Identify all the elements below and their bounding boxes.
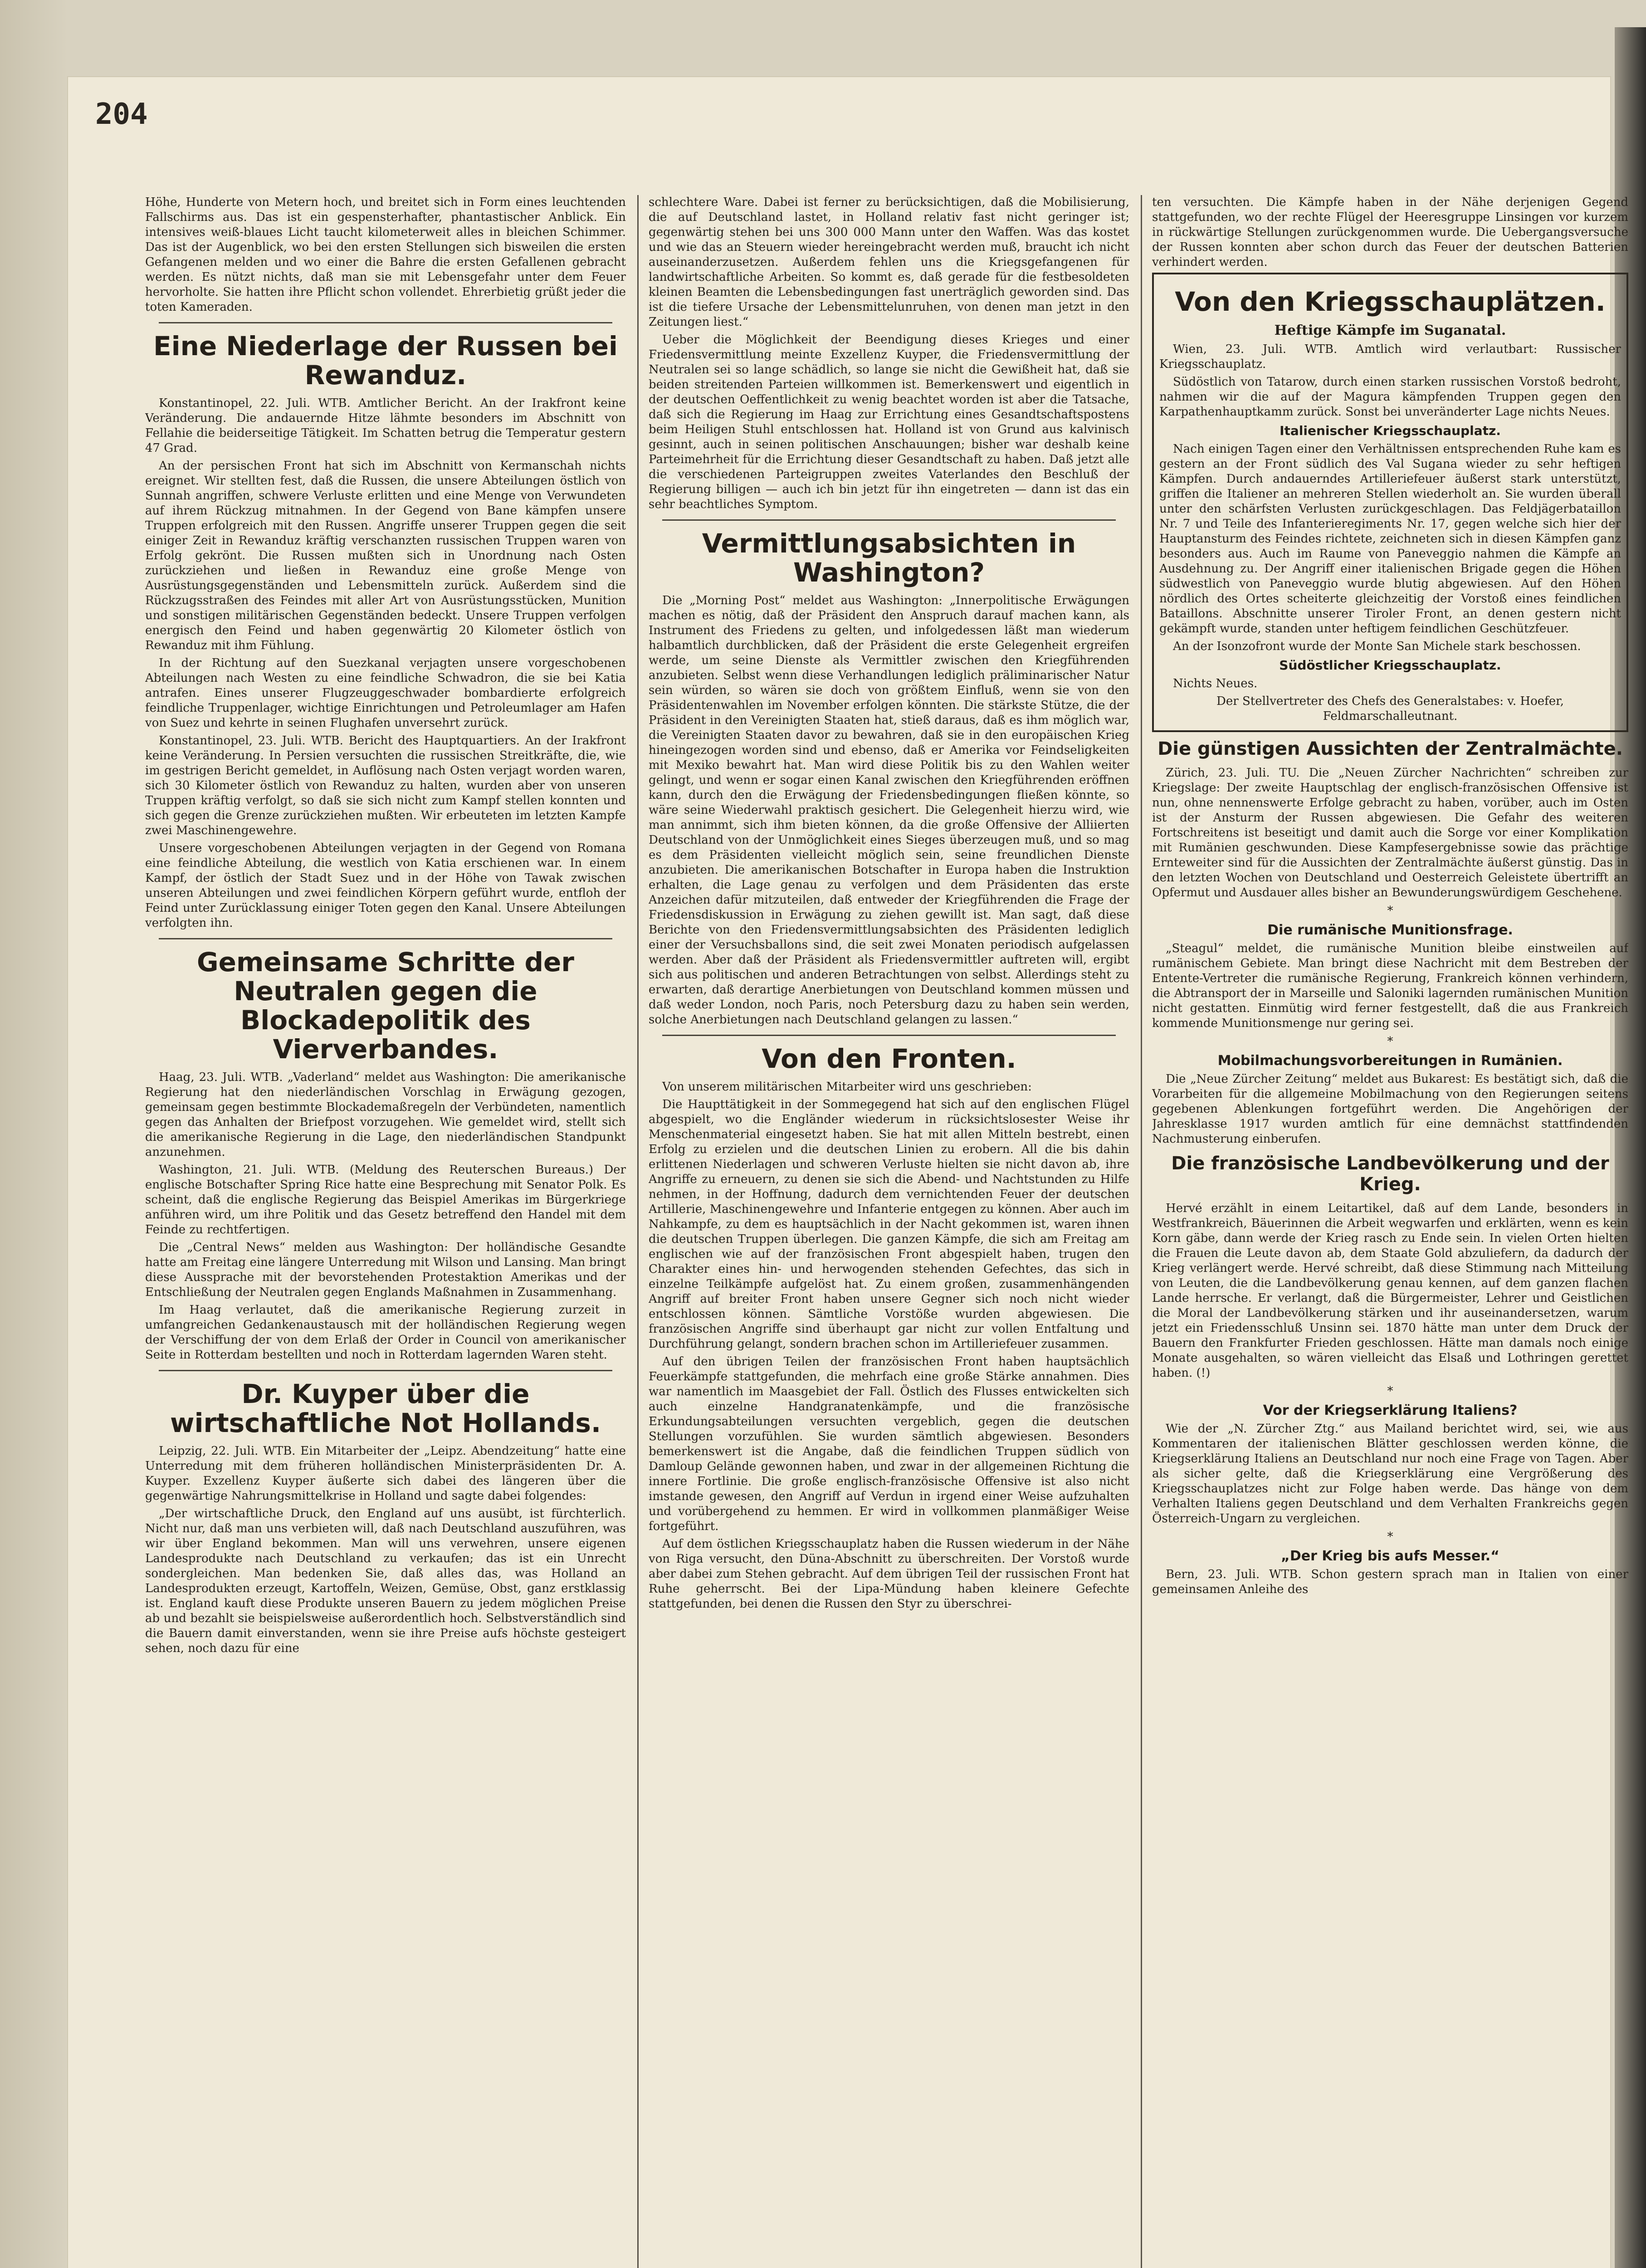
star-separator: * <box>1387 1384 1393 1398</box>
report-title: Von den Kriegsschauplätzen. <box>1175 286 1606 317</box>
report-paragraph: Nach einigen Tagen einer den Verhältnissen entsprechenden Ruhe kam es gestern an der Front südlich des Val Sugana wieder zu sehr heftigen Kämpfen. Durch andauerndes Artilleriefeuer äußerst stark unterstützt, griffen die Italiener an mehreren Stellen wiederholt an. Sie wurden überall unter den schärfsten Verlusten zurückgeschlagen. Das Feldjägerbataillon Nr. 7 und Teile des Infanterieregiments Nr. 17, gegen welche sich hier der Hauptansturm des Feindes richtete, zeichneten sich in diesen Kämpfen ganz besonders aus. Auch im Raume von Paneveggio nahmen die Kämpfe an Ausdehnung zu. Der Angriff einer italienischen Brigade gegen die Höhen südwestlich von Paneveggio wurde blutig abgewiesen. Auf den Höhen nördlich des Ortes scheiterte gleichzeitig der Vorstoß eines feindlichen Bataillons. Abschnitte unserer Tiroler Front, an denen gestern nicht gekämpft wurde, standen unter heftigem feindlichen Geschützfeuer. <box>1159 442 1621 635</box>
article-paragraph: Unsere vorgeschobenen Abteilungen verjagten in der Gegend von Romana eine feindliche Abteilung, die westlich von Katia erschienen war. In einem Kampf, der östlich der Stadt Suez und in der Höhe von Tawak zwischen unseren Abteilungen und zwei feindlichen Körpern geführt wurde, entfloh der Feind unter Zurücklassung einiger Toten gegen den Kanal. Unsere Abteilungen verfolgten ihn. <box>145 841 626 930</box>
article-paragraph: Bern, 23. Juli. WTB. Schon gestern sprach man in Italien von einer gemeinsamen Anleihe des <box>1152 1568 1628 1596</box>
article-paragraph: Im Haag verlautet, daß die amerikanische Regierung zurzeit in umfangreichen Gedankenaustausch mit der holländischen Regierung wegen der Verschiffung der von dem Erlaß der Order in Council von amerikanischer Seite in Rotterdam bestellten und noch in Rotterdam lagernden Waren steht. <box>145 1303 626 1362</box>
article-paragraph: Leipzig, 22. Juli. WTB. Ein Mitarbeiter der „Leipz. Abendzeitung“ hatte eine Unterredung mit dem früheren holländischen Ministerpräsidenten Dr. A. Kuyper. Exzellenz Kuyper äußerte sich dabei des längeren über die gegenwärtige Nahrungsmittelkrise in Holland und sagte dabei folgendes: <box>145 1444 626 1503</box>
star-separator: * <box>1387 904 1393 918</box>
report-signature: Der Stellvertreter des Chefs des Generalstabes: v. Hoefer, Feldmarschalleutnant. <box>1216 694 1564 723</box>
article-title: Die rumänische Munitionsfrage. <box>1267 922 1513 938</box>
article-paragraph: Von unserem militärischen Mitarbeiter wird uns geschrieben: <box>662 1080 1032 1094</box>
article-title: Gemeinsame Schritte der Neutralen gegen die Blockadepolitik des Vierverbandes. <box>197 947 574 1065</box>
article-paragraph: An der persischen Front hat sich im Abschnitt von Kermanschah nichts ereignet. Wir stellten fest, daß die Russen, die unsere Abteilungen östlich von Sunnah angriffen, schwere Verluste erlitten und eine Menge von Verwundeten auf ihrem Rückzug mitnahmen. In der Gegend von Bane kämpfen unsere Truppen erfolgreich mit den Russen. Angriffe unserer Truppen gegen die seit einiger Zeit in Rewanduz kräftig verschanzten russischen Truppen waren von Erfolg gekrönt. Die Russen mußten sich in Unordnung nach Osten zurückziehen und ließen in Rewanduz eine große Menge von Ausrüstungsgegenständen und Lebensmitteln zurück. Außerdem sind die Rückzugsstraßen des Feindes mit aller Art von Ausrüstungsstücken, Munition und sonstigen militärischen Gegenständen bedeckt. Unsere Truppen verfolgen energisch den Feind und haben gegenwärtig 20 Kilometer östlich von Rewanduz mit ihm Fühlung. <box>145 459 626 652</box>
article-title: Vermittlungsabsichten in Washington? <box>702 528 1076 588</box>
article-title: „Der Krieg bis aufs Messer.“ <box>1281 1548 1499 1564</box>
report-paragraph: An der Isonzofront wurde der Monte San Michele stark beschossen. <box>1173 640 1581 653</box>
continued-text: ten versuchten. Die Kämpfe haben in der Nähe derjenigen Gegend stattgefunden, wo der rechte Flügel der Heeresgruppe Linsingen vor kurzem in rückwärtige Stellungen zurückgenommen wurde. Die Uebergangsversuche der Russen konnten aber schon durch das Feuer der deutschen Batterien verhindert werden. <box>1152 196 1628 269</box>
continued-text: Höhe, Hunderte von Metern hoch, und breitet sich in Form eines leuchtenden Fallschirms aus. Das ist ein gespensterhafter, phantastischer Anblick. Ein intensives weiß-blaues Licht taucht kilometerweit alles in bleichen Schimmer. Das ist der Augenblick, wo bei den ersten Stellungen sich bisweilen die ersten Gefangenen melden und wo einer die Bahre die ersten Gefallenen gebracht werden. Es nützt nichts, daß man sie mit Lebensgefahr unter dem Feuer hervorholte. Sie hatten ihre Pflicht schon vollendet. Ehrerbietig grüßt jeder die toten Kameraden. <box>145 196 626 314</box>
article-paragraph: Auf den übrigen Teilen der französischen Front haben hauptsächlich Feuerkämpfe stattgefunden, die mehrfach eine große Stärke annahmen. Dies war namentlich im Maasgebiet der Fall. Östlich des Flusses entwickelten sich auch einzelne Handgranatenkämpfe, und die französische Erkundungsabteilungen versuchten vergeblich, gegen die deutschen Stellungen vorzufühlen. Sie wurden sämtlich abgewiesen. Besonders bemerkenswert ist die Angabe, daß die feindlichen Truppen südlich von Damloup Gelände gewonnen haben, und zwar in der allgemeinen Richtung die innere Fortlinie. Die große englisch-französische Offensive ist also nicht imstande gewesen, den Angriff auf Verdun in irgend einer Weise aufzuhalten und vorübergehend zu hemmen. Er wird in vollkommen planmäßiger Weise fortgeführt. <box>649 1355 1129 1533</box>
article-paragraph: „Der wirtschaftliche Druck, den England auf uns ausübt, ist fürchterlich. Nicht nur, daß man uns verbieten will, daß nach Deutschland auszuführen, was wir über England bekommen. Man will uns verwehren, unsere eigenen Landesprodukte nach Deutschland zu verkaufen; das ist ein Unrecht sondergleichen. Man bedenken Sie, daß alles das, was Holland an Landesprodukten erzeugt, Kartoffeln, Weizen, Gemüse, Obst, ganz erstklassig ist. England kauft diese Produkte unseren Bauern zu jedem möglichen Preise ab und bezahlt sie beispielsweise außerordentlich hoch. Selbstverständlich sind die Bauern damit einverstanden, wenn sie ihre Preise aufs höchste gesteigert sehen, noch dazu für eine <box>145 1507 626 1655</box>
report-paragraph: Nichts Neues. <box>1173 677 1258 690</box>
report-subtitle: Heftige Kämpfe im Suganatal. <box>1274 323 1506 338</box>
article-title: Die französische Landbevölkerung und der Krieg. <box>1171 1153 1609 1195</box>
article-paragraph: Die „Central News“ melden aus Washington: Der holländische Gesandte hatte am Freitag eine längere Unterredung mit Wilson und Lansing. Man bringt diese Aussprache mit der bevorstehenden Protestaktion Amerikas und der Entschließung der Neutralen gegen Englands Maßnahmen in Zusammenhang. <box>145 1241 626 1299</box>
article-paragraph: Hervé erzählt in einem Leitartikel, daß auf dem Lande, besonders in Westfrankreich, Bäuerinnen die Arbeit wegwarfen und erklärten, wenn es kein Korn gäbe, dann werde der Krieg rasch zu Ende sein. In vielen Orten hielten die Frauen die Leute davon ab, dem Staate Gold abzuliefern, da dadurch der Krieg verlängert werde. Hervé schreibt, daß diese Stimmung nach Mitteilung von Leuten, die die Landbevölkerung genau kennen, auf dem ganzen flachen Lande herrsche. Er verlangt, daß die Bürgermeister, Lehrer und Geistlichen die Moral der Landbevölkerung stärken und ihr auseinandersetzen, warum jetzt ein Friedensschluß Unsinn sei. 1870 hätte man unter dem Druck der Bauern den Frankfurter Frieden geschlossen. Hätte man damals noch einige Monate ausgehalten, so wären vielleicht das Elsaß und Lothringen gerettet haben. (!) <box>1152 1202 1628 1380</box>
article-separator <box>159 1370 612 1371</box>
page-number: 204 <box>95 98 148 131</box>
article-paragraph: Die „Neue Zürcher Zeitung“ meldet aus Bukarest: Es bestätigt sich, daß die Vorarbeiten für die allgemeine Mobilmachung von den Regierungen seitens gegebenen Ablenkungen fortgeführt werden. Die Angehörigen der Jahresklasse 1917 wurden amtlich für eine demnächst stattfindenden Nachmusterung einberufen. <box>1152 1072 1628 1146</box>
article-separator <box>159 938 612 939</box>
star-separator: * <box>1387 1035 1393 1048</box>
article-separator <box>159 322 612 323</box>
article-paragraph: In der Richtung auf den Suezkanal verjagten unsere vorgeschobenen Abteilungen nach Westen zu eine feindliche Schwadron, die sie bei Katia antrafen. Eines unserer Flugzeuggeschwader bombardierte erfolgreich feindliche Truppenlager, wichtige Einrichtungen und Petroleumlager am Hafen von Suez und kehrte in seinen Flughafen unversehrt zurück. <box>145 656 626 730</box>
article-paragraph: Ueber die Möglichkeit der Beendigung dieses Krieges und einer Friedensvermittlung meinte Exzellenz Kuyper, die Friedensvermittlung der Neutralen sei so lange schädlich, so lange sie nicht die Gewißheit hat, daß sie beiden streitenden Parteien willkommen ist. Bemerkenswert und eigentlich in der deutschen Oeffentlichkeit zu wenig beachtet worden ist aber die Tatsache, daß sich die Regierung im Haag zur Errichtung eines Gesandtschaftspostens beim Heiligen Stuhl entschlossen hat. Holland ist von Grund aus kalvinisch gesinnt, auch in seinen politischen Anschauungen; bisher war deshalb keine Parteimehrheit für die Errichtung dieser Gesandtschaft zu haben. Daß jetzt alle die verschiedenen Parteigruppen zweites Vaterlandes den Beschluß der Regierung billigen — auch ich bin jetzt für ihn eingetreten — dann ist das ein sehr beachtliches Symptom. <box>649 333 1129 511</box>
article-paragraph: Auf dem östlichen Kriegsschauplatz haben die Russen wiederum in der Nähe von Riga versucht, den Düna-Abschnitt zu überschreiten. Der Vorstoß wurde aber dabei zum Stehen gebracht. Auf dem übrigen Teil der russischen Front hat Ruhe geherrscht. Bei der Lipa-Mündung haben kleinere Gefechte stattgefunden, bei denen die Russen den Styr zu überschrei- <box>649 1537 1129 1611</box>
article-title: Eine Niederlage der Russen bei Rewanduz. <box>153 331 618 391</box>
article-paragraph: Die Haupttätigkeit in der Sommegegend hat sich auf den englischen Flügel abgespielt, wo die Engländer wiederum in rücksichtslosester Weise ihr Menschenmaterial eingesetzt haben. Sie hat mit allen Mitteln bestrebt, einen Erfolg zu erzielen und die deutschen Linien zu erobern. All die bis dahin erlittenen Niederlagen und schweren Verluste hielten sie nicht davon ab, ihre Angriffe zu erneuern, zu denen sie sich die Abend- und Nachtstunden zu Hilfe nehmen, in der Hoffnung, dadurch dem vernichtenden Feuer der deutschen Artillerie, Maschinengewehre und Infanterie entgegen zu können. Aber auch im Nahkampfe, zu dem es hauptsächlich in der Nacht gekommen ist, waren ihnen die deutschen Truppen überlegen. Die ganzen Kämpfe, die sich am Freitag am englischen wie auf der französischen Front abgespielt haben, trugen den Charakter eines hin- und herwogenden stehenden Gefechtes, das sich in einzelne Teilkämpfe aufgelöst hat. Zu einem großen, zusammenhängenden Angriff auf breiter Front haben unsere Gegner sich noch nicht wieder entschlossen können. Sämtliche Vorstöße wurden abgewiesen. Die französischen Angriffe sind überhaupt gar nicht zur vollen Entfaltung und Durchführung gelangt, sondern brachen schon im Artilleriefeuer zusammen. <box>649 1098 1129 1351</box>
article-title: Vor der Kriegserklärung Italiens? <box>1263 1403 1518 1418</box>
article-paragraph: Konstantinopel, 23. Juli. WTB. Bericht des Hauptquartiers. An der Irakfront keine Veränderung. In Persien versuchten die russischen Streitkräfte, die, wie im gestrigen Bericht gemeldet, in Auflösung nach Osten verjagt worden waren, sich 30 Kilometer östlich von Rewanduz zu halten, wurden aber von unseren Truppen kräftig verfolgt, so daß sie sich nicht zum Kampf stellen konnten und sich gegen die Grenze zurückziehen mußten. Wir erbeuteten im letzten Kampfe zwei Maschinengewehre. <box>145 734 626 837</box>
column-3 <box>1152 195 1628 2268</box>
column-rule <box>1141 195 1142 2268</box>
article-title: Von den Fronten. <box>762 1043 1016 1074</box>
framed-report <box>1152 273 1628 732</box>
scan-margin <box>0 0 68 2268</box>
article-separator <box>662 519 1116 521</box>
article-paragraph: Haag, 23. Juli. WTB. „Vaderland“ meldet aus Washington: Die amerikanische Regierung hat den niederländischen Vorschlag in Erwägung gezogen, gemeinsam gegen bestimmte Blockademaßregeln der Verbündeten, namentlich gegen das Anhalten der Briefpost vorzugehen. Wie gemeldet wird, stellt sich die amerikanische Regierung in die Lage, den niederländischen Standpunkt anzunehmen. <box>145 1070 626 1159</box>
article-paragraph: Konstantinopel, 22. Juli. WTB. Amtlicher Bericht. An der Irakfront keine Veränderung. Die andauernde Hitze lähmte besonders im Abschnitt von Fellahie die beiderseitige Tätigkeit. Im Schatten betrug die Temperatur gestern 47 Grad. <box>145 396 626 455</box>
front-label: Südöstlicher Kriegsschauplatz. <box>1279 658 1501 673</box>
star-separator: * <box>1387 1530 1393 1544</box>
article-paragraph: Zürich, 23. Juli. TU. Die „Neuen Zürcher Nachrichten“ schreiben zur Kriegslage: Der zweite Hauptschlag der englisch-französischen Offensive ist nun, ohne nennenswerte Erfolge gebracht zu haben, vorüber, auch im Osten ist der Ansturm der Russen abgewiesen. Die Gefahr des weiteren Fortschreitens ist beseitigt und damit auch die Sorge vor einer Komplikation mit Rumänien geschwunden. Diese Kampfesergebnisse sowie das prächtige Ernteweiter sind für die Aussichten der Zentralmächte äußerst günstig. Das in den letzten Wochen von Deutschland und Oesterreich Geleistete übertrifft an Opfermut und Ausdauer alles bisher an Bewunderungswürdigem Geschehene. <box>1152 766 1628 899</box>
article-title: Die günstigen Aussichten der Zentralmächte. <box>1158 738 1623 759</box>
article-paragraph: Die „Morning Post“ meldet aus Washington: „Innerpolitische Erwägungen machen es nötig, daß der Präsident den Anspruch darauf machen kann, als Instrument des Friedens zu gelten, und infolgedessen läßt man wiederum halbamtlich durchblicken, daß der Präsident die erste Gelegenheit ergreifen werde, um seine Dienste als Vermittler zwischen den Kriegführenden anzubieten. Selbst wenn diese Verhandlungen lediglich präliminarischer Natur sein würden, so wären sie doch von größtem Einfluß, wenn sie von den Präsidentenwahlen im November erfolgen könnten. Die stärkste Stütze, die der Präsident in den Vereinigten Staaten hat, stieß daraus, daß es ihm möglich war, die Vereinigten Staaten davor zu bewahren, daß sie in den europäischen Krieg hineingezogen worden sind und ebenso, daß er Amerika vor Feindseligkeiten mit Mexiko bewahrt hat. Man wird diese Politik bis zu den Wahlen weiter gelingt, und wenn er sogar einen Kanal zwischen den Kriegführenden eröffnen kann, durch den die Erwägung der Friedensbedingungen fließen könnte, so wäre seine Wiederwahl praktisch gesichert. Die Gelegenheit hierzu wird, wie man annimmt, sich ihm bieten können, da die große Offensive der Alliierten Deutschland von der Unmöglichkeit eines Sieges überzeugen muß, und so mag es dem Präsidenten vielleicht möglich sein, seine freundlichen Dienste anzubieten. Die amerikanischen Botschafter in Europa haben die Instruktion erhalten, die Lage genau zu verfolgen und dem Präsidenten das erste Anzeichen dafür mitzuteilen, daß entweder der Kriegführenden die Frage der Friedensdiskussion in Erwägung zu ziehen gewillt ist. Man sagt, daß diese Berichte von den Friedensvermittlungsabsichten des Präsidenten lediglich einer der Versuchsballons sind, die seit zwei Monaten periodisch aufgelassen werden. Aber daß der Präsident als Friedensvermittler auftreten will, ergibt sich aus politischen und anderen Betrachtungen von selbst. Allerdings steht zu erwarten, daß derartige Anerbietungen von Deutschland kommen müssen und daß weder London, noch Paris, noch Petersburg dazu zu haben sein werden, solche Anerbietungen nach Deutschland gelangen zu lassen.“ <box>649 594 1129 1026</box>
column-2 <box>649 195 1129 2268</box>
column-1 <box>145 195 626 2268</box>
article-paragraph: Washington, 21. Juli. WTB. (Meldung des Reuterschen Bureaus.) Der englische Botschafter Spring Rice hatte eine Besprechung mit Senator Polk. Es scheint, daß die englische Regierung das Beispiel Amerikas im Bürgerkriege anführen wird, um ihre Politik und das Gesetz betreffend den Handel mit dem Feinde zu rechtfertigen. <box>145 1163 626 1237</box>
column-rule <box>637 195 639 2268</box>
article-paragraph: Wie der „N. Zürcher Ztg.“ aus Mailand berichtet wird, sei, wie aus Kommentaren der italienischen Blätter geschlossen werden könne, die Kriegserklärung Italiens an Deutschland nur noch eine Frage von Tagen. Aber als sicher gelte, daß die Kriegserklärung eine Vergrößerung des Kriegsschauplatzes nicht zur Folge haben werde. Das hänge von dem Verhalten Italiens gegen Deutschland und dem Verhalten Frankreichs gegen Österreich-Ungarn zu vergleichen. <box>1152 1422 1628 1525</box>
article-separator <box>662 1035 1116 1036</box>
continued-text: schlechtere Ware. Dabei ist ferner zu berücksichtigen, daß die Mobilisierung, die auf Deutschland lastet, in Holland relativ fast nicht geringer ist; gegenwärtig stehen bei uns 300 000 Mann unter den Waffen. Was das kostet und wie das an Steuern wieder hereingebracht werden muß, braucht ich nicht auseinanderzusetzen. Außerdem fehlen uns die Kriegsgefangenen für landwirtschaftliche Arbeiten. So kommt es, daß gerade für die festbesoldeten kleinen Beamten die Lebensbedingungen fast unerträglich geworden sind. Das ist die tiefere Ursache der Lebensmittelunruhen, von denen man jetzt in den Zeitungen liest.“ <box>649 196 1129 329</box>
article-title: Mobilmachungsvorbereitungen in Rumänien. <box>1217 1053 1563 1069</box>
report-paragraph: Wien, 23. Juli. WTB. Amtlich wird verlautbart: Russischer Kriegsschauplatz. <box>1159 342 1621 371</box>
article-title: Dr. Kuyper über die wirtschaftliche Not Hollands. <box>170 1378 601 1438</box>
article-paragraph: „Steagul“ meldet, die rumänische Munition bleibe einstweilen auf rumänischem Gebiete. Man bringt diese Nachricht mit dem Bestreben der Entente-Vertreter die rumänische Regierung, Frankreich können verhindern, die Abtransport der in Marseille und Saloniki lagernden rumänischen Munition nicht gestatten. Einmütig wird ferner festgestellt, daß die aus Frankreich kommende Munitionsmenge nur gering sei. <box>1152 942 1628 1030</box>
front-label: Italienischer Kriegsschauplatz. <box>1280 423 1501 438</box>
report-paragraph: Südöstlich von Tatarow, durch einen starken russischen Vorstoß bedroht, nahmen wir die auf der Magura kämpfenden Truppen gegen den Karpathenhauptkamm zurück. Sonst bei unveränderter Lage nichts Neues. <box>1159 375 1621 419</box>
